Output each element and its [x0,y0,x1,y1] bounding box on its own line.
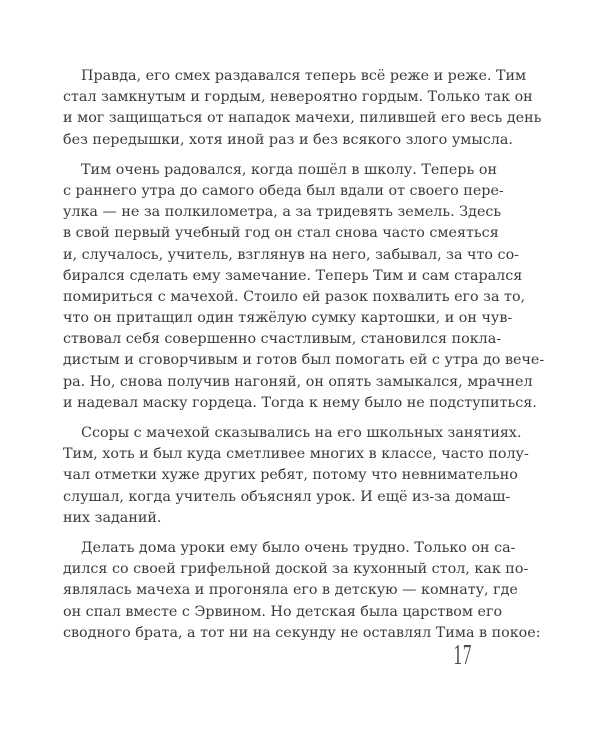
text-line: стал замкнутым и гордым, невероятно гордым. Только так он [63,89,533,106]
text-line: Делать дома уроки ему было очень трудно. Только он са- [81,539,516,556]
text-line: с раннего утра до самого обеда был вдали от своего пере- [63,182,504,199]
text-line: Правда, его смех раздавался теперь всё реже и реже. Тим [81,68,527,84]
body-text [63,66,545,653]
paragraph [63,423,529,529]
text-line: бирался сделать ему замечание. Теперь Тим и сам старался [63,267,523,284]
text-line: них заданий. [63,509,162,526]
text-line: слушал, когда учитель объяснял урок. И ещё из-за домаш- [63,488,511,505]
paragraph [63,66,542,151]
text-line: улка — не за полкилометра, а за тридевять земель. Здесь [63,204,502,221]
text-line: сводного брата, а тот ни на секунду не оставлял Тима в покое: [63,624,541,641]
text-line: и надевал маску гордеца. Тогда к нему было не подступиться. [63,394,537,411]
text-line: и, случалось, учитель, взглянув на него, забывал, за что со- [63,246,520,263]
text-line: дистым и сговорчивым и готов был помогать ей с утра до вече- [63,352,545,369]
text-line: и мог защищаться от нападок мачехи, пилившей его весь день [63,110,542,127]
text-line: Тим, хоть и был куда сметливее многих в классе, часто полу- [63,446,529,463]
text-line: являлась мачеха и прогоняла его в детскую — комнату, где [63,582,518,599]
text-line: в свой первый учебный год он стал снова часто смеяться [63,225,499,242]
text-line: он спал вместе с Эрвином. Но детская была царством его [63,603,503,620]
text-line: ра. Но, снова получив нагоняй, он опять замыкался, мрачнел [63,373,533,390]
text-line: без передышки, хотя иной раз и без всякого злого умысла. [63,131,513,148]
text-line: дился со своей грифельной доской за кухонный стол, как по- [63,561,529,578]
text-line: Ссоры с мачехой сказывались на его школьных занятиях. [81,425,522,441]
paragraph [63,538,541,644]
text-line: помириться с мачехой. Стоило ей разок похвалить его за то, [63,288,526,305]
paragraph [63,160,545,414]
text-line: чал отметки хуже других ребят, потому что невнимательно [63,467,518,484]
page-number: 17 [453,640,472,671]
text-line: что он притащил один тяжёлую сумку картошки, и он чув- [63,310,513,327]
text-line: Тим очень радовался, когда пошёл в школу. Теперь он [81,161,497,178]
text-line: ствовал себя совершенно счастливым, становился покла- [63,331,502,348]
